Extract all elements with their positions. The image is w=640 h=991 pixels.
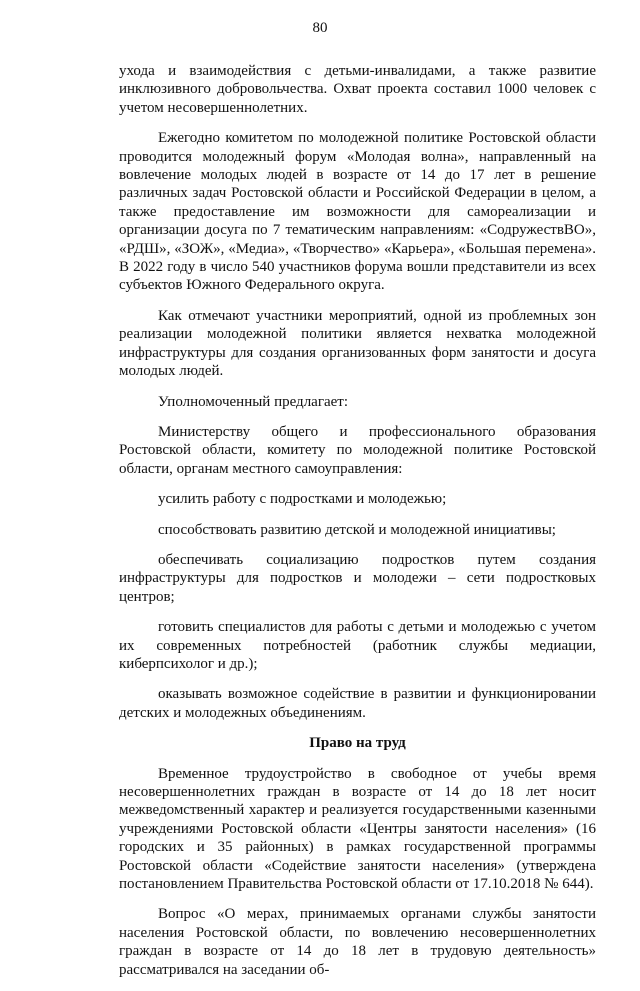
page-number: 80 bbox=[312, 20, 328, 36]
paragraph: ухода и взаимодействия с детьми-инвалидами, а также развитие инклюзивного добровольчества. Охват проекта составил 1000 человек с учетом несовершеннолетних. bbox=[119, 63, 596, 116]
list-item: усилить работу с подростками и молодежью; bbox=[158, 491, 447, 508]
list-item: обеспечивать социализацию подростков путем создания инфраструктуры для подростков и молодежи – сети подростковых центров; bbox=[119, 551, 596, 605]
paragraph: Ежегодно комитетом по молодежной политике Ростовской области проводится молодежный форум «Молодая волна», направленный на вовлечение молодых людей в возрасте от 14 до 17 лет в решение различных задач Ростовской области и Российской Федерации в целом, а также предоставление им возможности для самореализации и организации досуга по 7 тематическим направлениям: «СодружествВО», «РДШ», «ЗОЖ», «Медиа», «Творчество» «Карьера», «Большая перемена». В 2022 году в число 540 участников форума вошли представители из всех субъектов Южного Федерального округа. bbox=[119, 130, 596, 294]
list-item: способствовать развитию детской и молодежной инициативы; bbox=[158, 521, 556, 538]
paragraph: Временное трудоустройство в свободное от учебы время несовершеннолетних граждан в возрасте от 14 до 18 лет носит межведомственный характер и реализуется государственными казенными учреждениями Ростовской области «Центры занятости населения» (16 городских и 35 районных) в рамках государственной программы Ростовской области «Содействие занятости населения» (утверждена постановлением Правительства Ростовской области от 17.10.2018 № 644). bbox=[119, 765, 596, 893]
paragraph: Уполномоченный предлагает: bbox=[158, 393, 349, 410]
paragraph: Вопрос «О мерах, принимаемых органами службы занятости населения Ростовской области, по вовлечению несовершеннолетних граждан в возрасте от 14 до 18 лет в трудовую деятельность» рассматривался на заседании об- bbox=[119, 906, 596, 978]
section-heading: Право на труд bbox=[309, 735, 406, 752]
list-item: готовить специалистов для работы с детьми и молодежью с учетом их современных потребностей (работник службы медиации, киберпсихолог и др.); bbox=[119, 619, 596, 672]
document-body bbox=[119, 62, 596, 991]
paragraph: Министерству общего и профессионального образования Ростовской области, комитету по молодежной политике Ростовской области, органам местного самоуправления: bbox=[119, 423, 596, 477]
paragraph: Как отмечают участники мероприятий, одной из проблемных зон реализации молодежной политики является нехватка молодежной инфраструктуры для создания организованных форм занятости и досуга молодых людей. bbox=[119, 307, 596, 380]
list-item: оказывать возможное содействие в развитии и функционировании детских и молодежных объединениям. bbox=[119, 686, 596, 721]
